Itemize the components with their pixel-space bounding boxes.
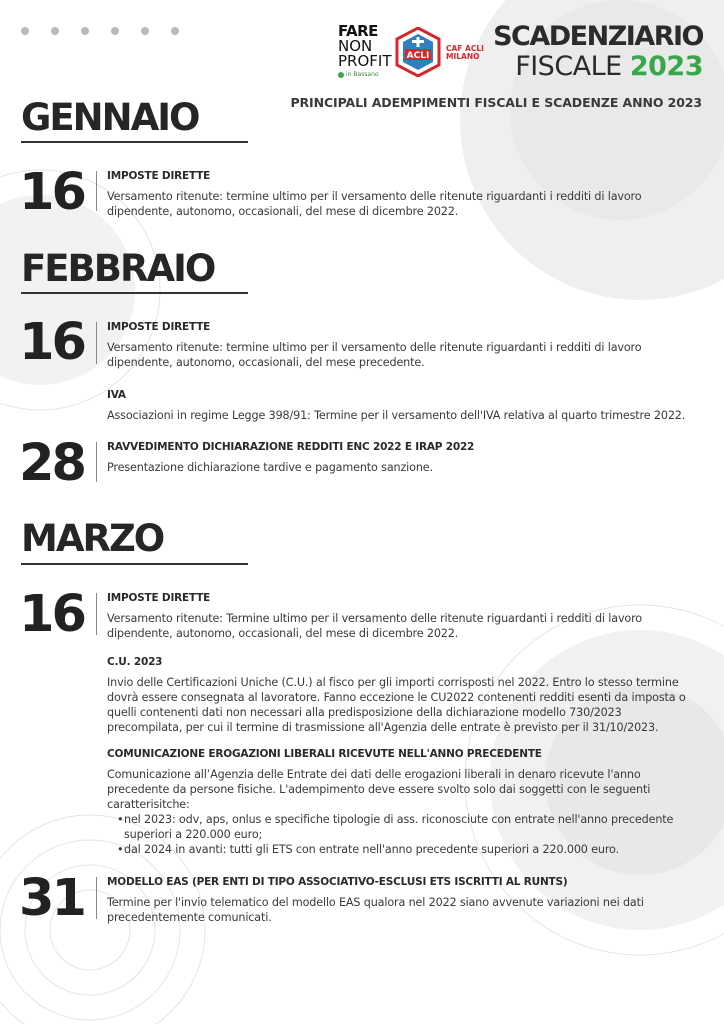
entry-text: Versamento ritenute: Termine ultimo per il versamento delle ritenute riguardanti i redditi di lavoro dipendente, autonomo, occasionali, del mese di dicembre 2022. xyxy=(107,612,643,640)
entry-title: IMPOSTE DIRETTE xyxy=(107,321,211,333)
deadline-entry xyxy=(107,170,692,219)
dot xyxy=(171,27,179,35)
logo-fare-sub-text: in Bassano xyxy=(346,71,379,78)
entry-text: Versamento ritenute: termine ultimo per il versamento delle ritenute riguardanti i redditi di lavoro dipendente, autonomo, occasionali, del mese di dicembre 2022. xyxy=(107,190,642,218)
logo-fare-sub xyxy=(338,71,384,78)
entry-text: Termine per l'invio telematico del modello EAS qualora nel 2022 siano avvenute variazioni nei dati precedentemente comunicati. xyxy=(107,896,644,924)
month-heading-febbraio: FEBBRAIO xyxy=(21,247,215,290)
document-subtitle: PRINCIPALI ADEMPIMENTI FISCALI E SCADENZE ANNO 2023 xyxy=(290,95,702,110)
day-divider xyxy=(96,442,97,482)
list-item: • dal 2024 in avanti: tutti gli ETS con entrate nell'anno precedente superiori a 220.000 euro. xyxy=(107,842,692,857)
entry-title: RAVVEDIMENTO DICHIARAZIONE REDDITI ENC 2022 E IRAP 2022 xyxy=(107,441,475,453)
entry-title: COMUNICAZIONE EROGAZIONI LIBERALI RICEVUTE NELL'ANNO PRECEDENTE xyxy=(107,748,542,760)
entry-text: Associazioni in regime Legge 398/91: Termine per il versamento dell'IVA relativa al quarto trimestre 2022. xyxy=(107,409,686,422)
caf-acli-logo xyxy=(446,45,484,61)
title-line1: SCADENZIARIO xyxy=(493,21,703,52)
deadline-entry xyxy=(107,592,692,641)
logo-fare-line3: PROFIT xyxy=(338,52,392,70)
logo-fare-line2: NON xyxy=(338,37,373,55)
deadline-entry xyxy=(107,441,692,475)
list-item: • nel 2023: odv, aps, onlus e specifiche tipologie di ass. riconosciute con entrate nell'anno precedente superiori a 220.000 euro; xyxy=(107,812,692,842)
entry-title: MODELLO EAS (PER ENTI DI TIPO ASSOCIATIVO-ESCLUSI ETS ISCRITTI AL RUNTS) xyxy=(107,876,568,888)
day-number: 16 xyxy=(19,313,84,372)
caf-line1: CAF ACLI xyxy=(446,44,484,53)
dot xyxy=(51,27,59,35)
month-underline xyxy=(21,292,248,294)
entry-title: IVA xyxy=(107,389,126,401)
acli-logo-icon xyxy=(395,27,441,77)
entry-title: IMPOSTE DIRETTE xyxy=(107,170,211,182)
day-divider xyxy=(96,877,97,919)
day-divider xyxy=(96,322,97,364)
month-underline xyxy=(21,563,248,565)
deadline-entry xyxy=(107,389,692,423)
acli-logo-text: ACLI xyxy=(406,51,430,61)
month-heading-marzo: MARZO xyxy=(21,517,164,560)
title-year: 2023 xyxy=(629,51,703,82)
caf-line2: MILANO xyxy=(446,52,480,61)
deadline-entry xyxy=(107,876,692,925)
month-underline xyxy=(21,141,248,143)
document-title xyxy=(493,22,703,82)
day-number: 28 xyxy=(19,434,84,493)
month-heading-gennaio: GENNAIO xyxy=(21,96,199,139)
entry-title: IMPOSTE DIRETTE xyxy=(107,592,211,604)
deadline-entry xyxy=(107,321,692,370)
decorative-dots xyxy=(21,27,179,35)
deadline-entry xyxy=(107,748,692,857)
entry-bullet-list xyxy=(107,812,692,857)
logo-fare-line1: FARE xyxy=(338,22,378,40)
entry-text: Presentazione dichiarazione tardive e pagamento sanzione. xyxy=(107,461,433,474)
entry-text: Versamento ritenute: termine ultimo per il versamento delle ritenute riguardanti i redditi di lavoro dipendente, autonomo, occasionali, del mese precedente. xyxy=(107,341,642,369)
title-word: FISCALE xyxy=(515,51,622,82)
leaf-icon xyxy=(338,72,344,78)
day-number: 16 xyxy=(19,163,84,222)
dot xyxy=(21,27,29,35)
entry-text: Invio delle Certificazioni Uniche (C.U.) al fisco per gli importi corrisposti nel 2022. Entro lo stesso termine dovrà essere consegnata al lavoratore. Fanno eccezione le CU2022 contenenti redditi esenti da imposta o quelli contenenti dati non necessari alla predisposizione della dichiarazione modello 730/2023 precompilata, per cui il termine di trasmissione all'Agenzia delle entrate è previsto per il 31/10/2023. xyxy=(107,676,686,734)
dot xyxy=(141,27,149,35)
deadline-entry xyxy=(107,656,692,735)
day-number: 31 xyxy=(19,869,84,928)
dot xyxy=(81,27,89,35)
entry-text: Comunicazione all’Agenzia delle Entrate dei dati delle erogazioni liberali in denaro ricevute l'anno precedente da persone fisiche. L'adempimento deve essere svolto solo dai soggetti con le seguenti caratterisitche: xyxy=(107,768,651,811)
title-line2 xyxy=(493,52,703,82)
entry-title: C.U. 2023 xyxy=(107,656,163,668)
day-number: 16 xyxy=(19,585,84,644)
day-divider xyxy=(96,171,97,211)
fare-non-profit-logo xyxy=(338,22,392,78)
dot xyxy=(111,27,119,35)
day-divider xyxy=(96,593,97,635)
